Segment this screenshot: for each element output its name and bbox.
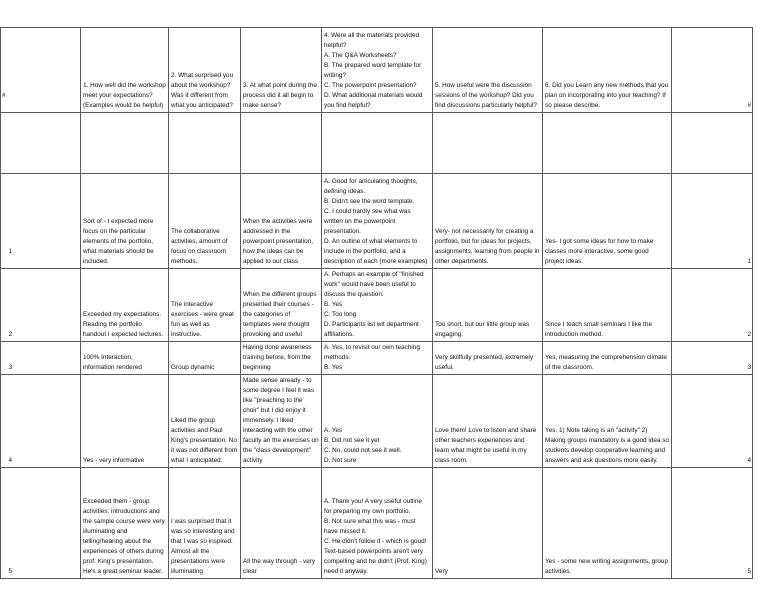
row-cell-num [1, 342, 81, 375]
row-answer-q4: A. Thank you! A very useful outline for preparing my own portfolio. B. Not sure what this was - must have missed it. C. He didn't follow it - which is good! Text-based powerpoints aren't very compelling and he didn't (Prof. King) need it anyway. [322, 468, 433, 579]
row-answer-q4: A. Yes B. Did not see it yet C. No, could not see it well. D. Not sure [322, 375, 433, 468]
header-q4: 4. Were all the materials provided helpful? A. The Q&A Worksheets? B. The prepared word template for writing? C. The powerpoint presentation? D. What additional materials would you find helpful? [322, 28, 433, 113]
row-answer-q4: A. Good for articulating thoughts, defining ideas. B. Didn't see the word template. C. I could hardly see what was written on the powerpoint presentation. D. An outline of what elements to include in the portfolio, and a description of each (more examples) [322, 174, 433, 269]
row-answer-q3: All the way through - very clear [241, 468, 322, 579]
row-answer-q2: The collaborative activities, amount of focus on classroom methods. [169, 174, 241, 269]
row-answer-q4: A. Perhaps an example of "finished work" would have been useful to discuss the question. B. Yes C. Too long D. Participants list wit department affiliations. [322, 269, 433, 342]
row-cell-num [1, 375, 81, 468]
table-row [1, 468, 753, 579]
row-cell-q1 [1, 174, 81, 269]
row-end-number: 5 [672, 468, 753, 579]
row-answer-q2: I was surprised that it was so interesting and that I was so inspired. Almost all the presentations were illuminating [169, 468, 241, 579]
table-row [1, 375, 753, 468]
row-number: 1 [8, 248, 12, 255]
spacer-cell [433, 113, 543, 174]
spacer-cell [672, 113, 753, 174]
header-hash-left-label: # [2, 92, 6, 99]
row-number: 4 [8, 457, 12, 464]
row-end-number: 4 [672, 375, 753, 468]
row-answer-q6: Yes. 1) Note taking is an "activity" 2) Making groups mandatory is a good idea so students develop cooperative learning and answers and ask questions more easily. [543, 375, 672, 468]
row-answer-q5: Love them! Love to listen and share other teachers experiences and learn what might be useful in my class room. [433, 375, 543, 468]
row-answer-q1: Sort of - I expected more focus on the particular elements of the portfolio, what materials should be included. [81, 174, 169, 269]
table-row [1, 174, 753, 269]
row-answer-q6: Yes - some new writing assignments, group activities. [543, 468, 672, 579]
row-cell-num [1, 269, 81, 342]
row-number: 5 [8, 568, 12, 575]
spacer-cell [169, 113, 241, 174]
row-cell-num [1, 468, 81, 579]
row-answer-q6: Since I teach small seminars I like the introduction method. [543, 269, 672, 342]
row-answer-q2: Group dynamic [169, 342, 241, 375]
header-q6: 6. Did you Learn any new methods that you plan on incorporating into your teaching? If so please describe. [543, 28, 672, 113]
header-q2: 2. What surprised you about the workshop? Was it different from what you anticipated? [169, 28, 241, 113]
row-answer-q1: Exceeded my expectations. Reading the portfolio handout I expected lectures. [81, 269, 169, 342]
row-answer-q5: Very- not necessarily for creating a portfolio, but for ideas for projects, assignments, learning from people in other departments. [433, 174, 543, 269]
header-hash-right: # [672, 28, 753, 113]
row-number: 2 [8, 331, 12, 338]
row-answer-q6: Yes, measuring the comprehension climate of the classroom. [543, 342, 672, 375]
row-answer-q2: Liked the group activities and Paul King's presentation. No it was not different from what I anticipated. [169, 375, 241, 468]
table-row [1, 342, 753, 375]
header-row [1, 28, 753, 113]
row-end-number: 2 [672, 269, 753, 342]
row-answer-q3: Having done awareness training before, from the beginning [241, 342, 322, 375]
row-answer-q5: Too short, but our little group was engaging. [433, 269, 543, 342]
spacer-cell [543, 113, 672, 174]
spacer-cell [322, 113, 433, 174]
row-end-number: 1 [672, 174, 753, 269]
row-answer-q5: Very [433, 468, 543, 579]
row-answer-q3: When the different groups presented their courses - the categories of templates were thought provoking and useful [241, 269, 322, 342]
row-answer-q3: Made sense already - to some degree I feel it was like "preaching to the choir" but I did enjoy it immensely. I liked interacting with the other faculty an the exercises on the "class development" activity [241, 375, 322, 468]
header-q5: 5. How useful were the discussion sessions of the workshop? Did you find discussions particularly helpful? [433, 28, 543, 113]
survey-table [0, 27, 753, 579]
header-q1: 1. How well did the workshop meet your expectations? (Examples would be helpful) [81, 28, 169, 113]
spacer-row [1, 113, 753, 174]
table-row [1, 269, 753, 342]
row-answer-q1: 100% Interaction, information rendered [81, 342, 169, 375]
spacer-cell [1, 113, 81, 174]
row-answer-q3: When the activities were addressed in the powerpoint presentation, how the ideas can be applied to our class [241, 174, 322, 269]
header-q3: 3. At what point during the process did it all begin to make sense? [241, 28, 322, 113]
header-hash-left [1, 28, 81, 113]
spacer-cell [241, 113, 322, 174]
row-answer-q1: Exceeded them - group activities: introductions and the sample course were very illuminating and telling/hearing about the experiences of others during prof. King's presentation. He's a great seminar leader. [81, 468, 169, 579]
spacer-cell [81, 113, 169, 174]
row-answer-q5: Very skillfully presented, extremely useful. [433, 342, 543, 375]
row-answer-q2: The interactive exercises - were great fun as well as instructive. [169, 269, 241, 342]
row-answer-q1: Yes - very informative [81, 375, 169, 468]
row-answer-q4: A. Yes, to revisit our own teaching methods. B. Yes [322, 342, 433, 375]
row-end-number: 3 [672, 342, 753, 375]
row-answer-q6: Yes- I got some ideas for how to make classes more interactive, some good project ideas. [543, 174, 672, 269]
row-number: 3 [8, 364, 12, 371]
